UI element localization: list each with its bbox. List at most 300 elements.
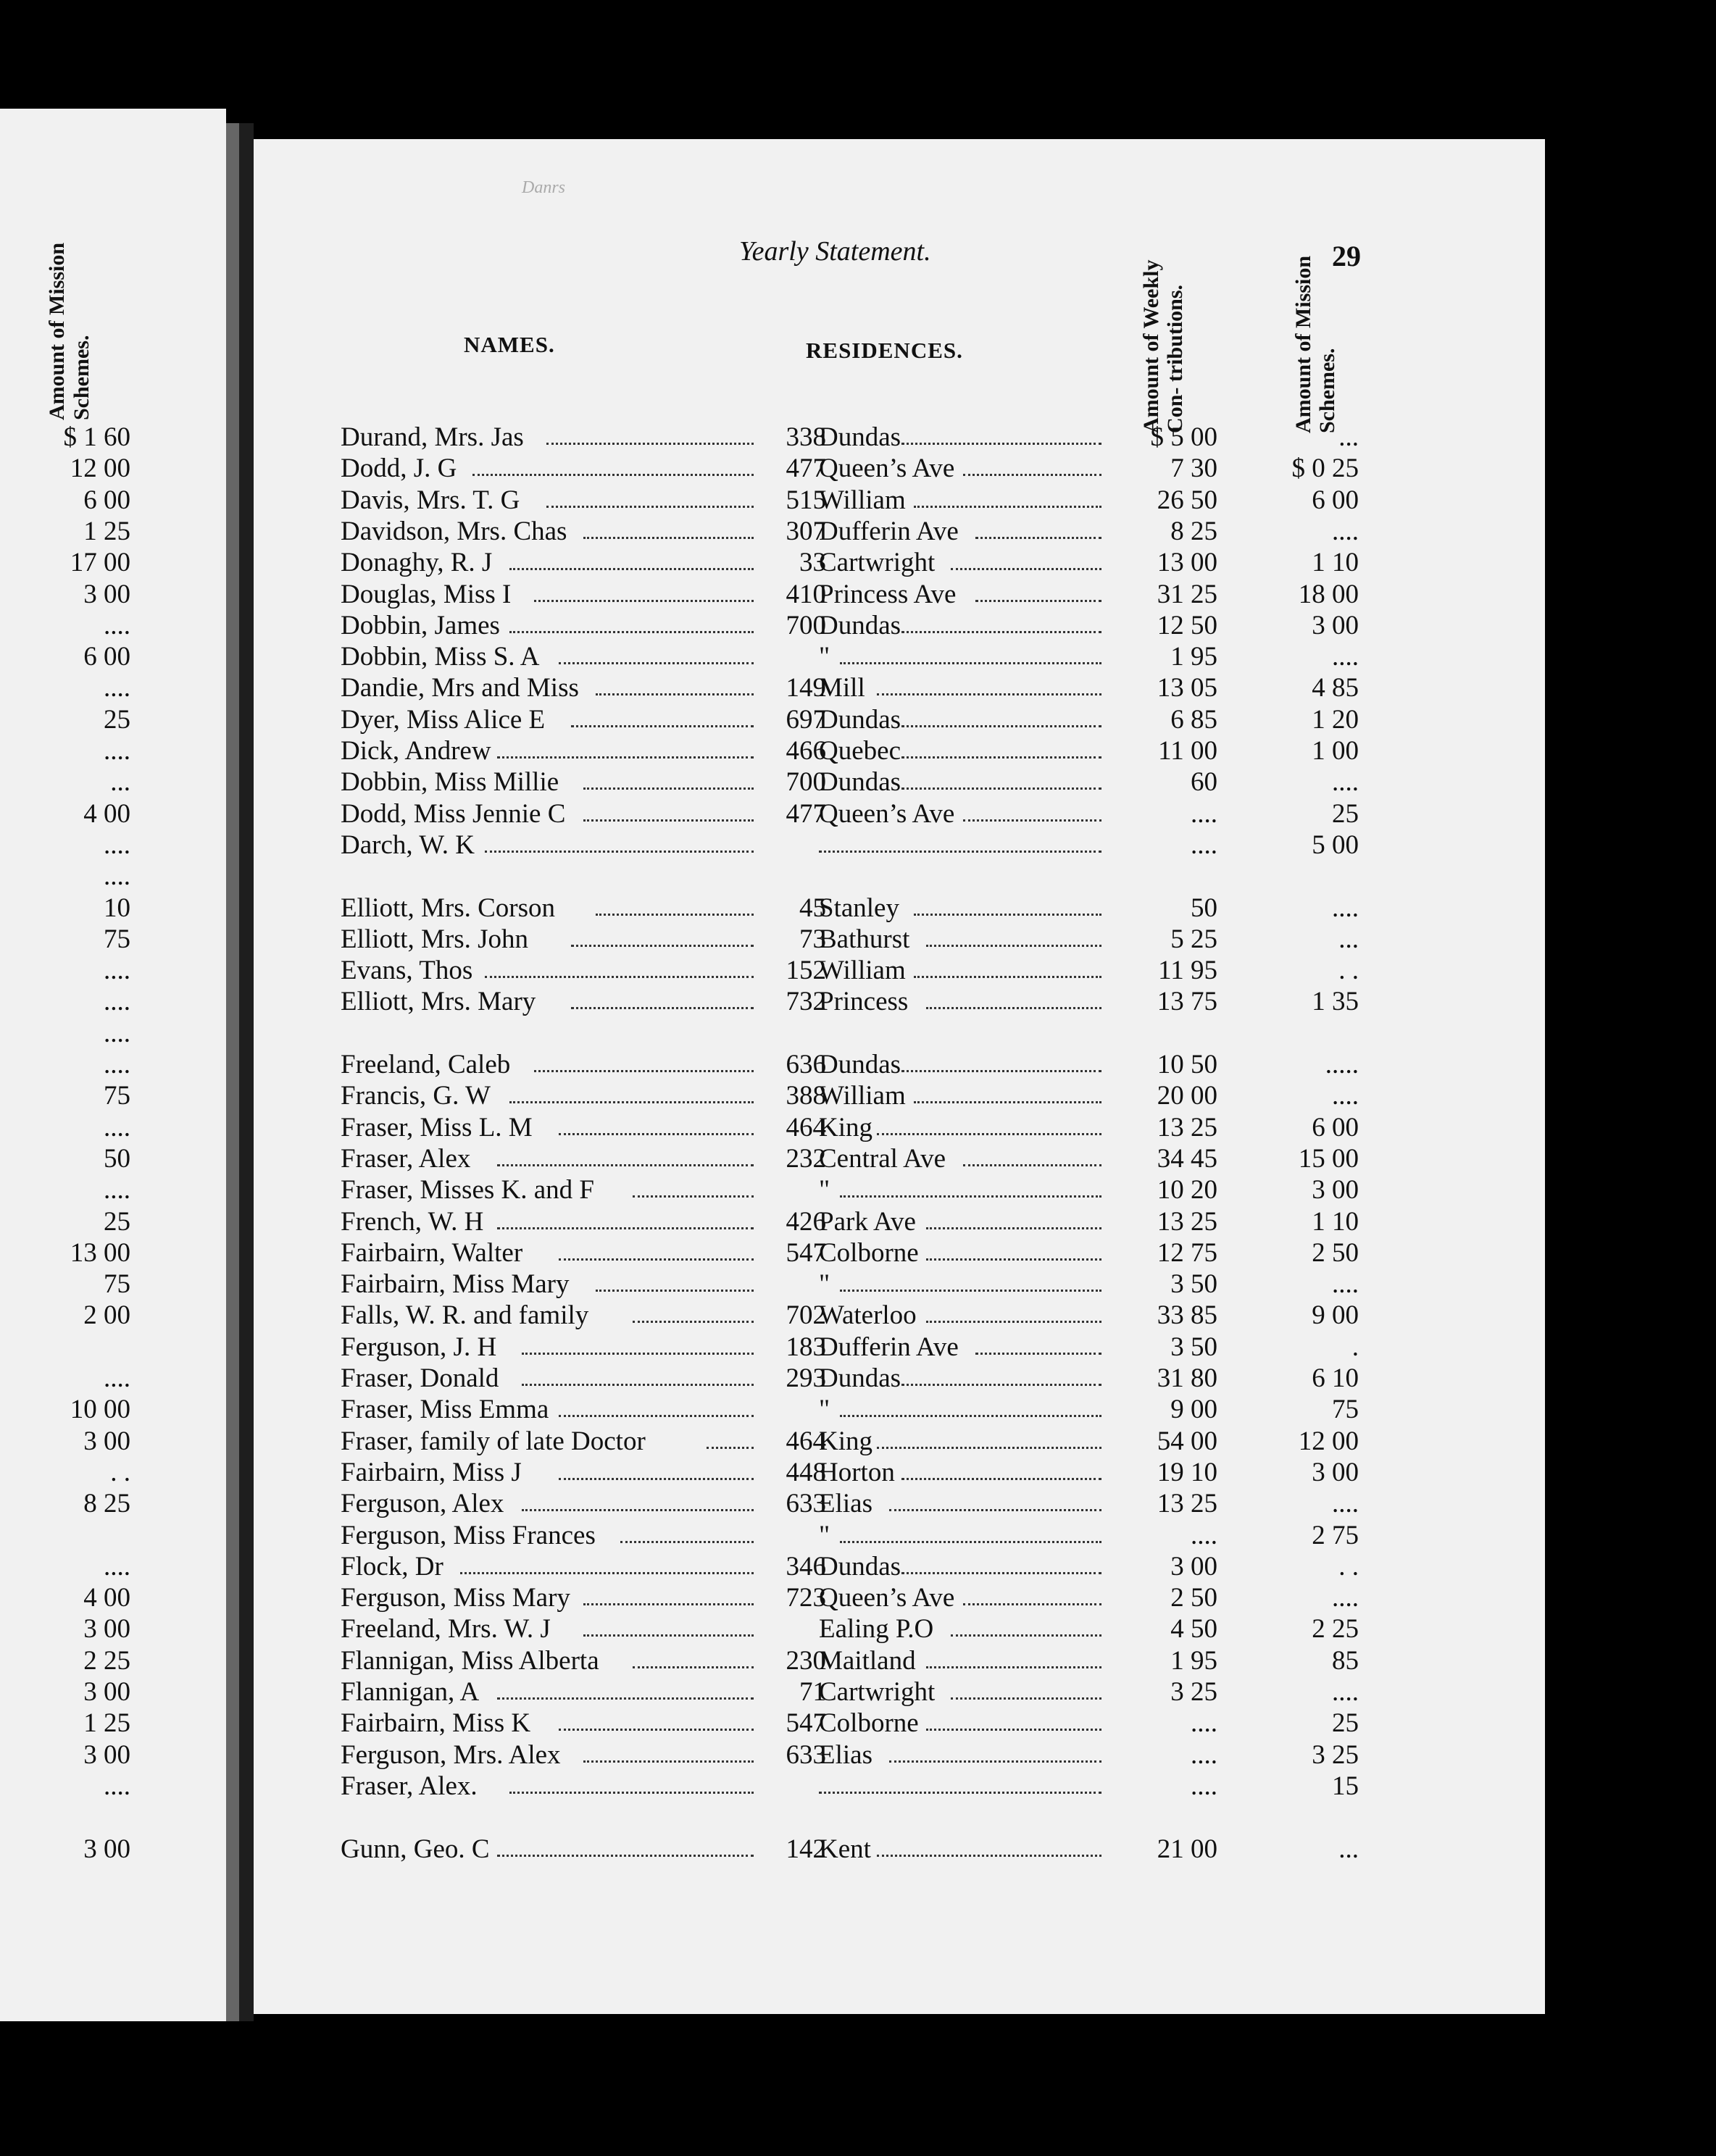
dot-leader (819, 1771, 1101, 1802)
left-mission-amount: .... (104, 610, 130, 640)
weekly-amount: 31 25 (1157, 579, 1217, 609)
weekly-amount: 10 50 (1157, 1050, 1217, 1079)
table-row (0, 924, 1716, 956)
mission-amount: ..... (1325, 1050, 1359, 1079)
mission-amount: 15 (1332, 1771, 1359, 1801)
contributor-name: Fraser, Misses K. and F (341, 1175, 595, 1206)
dot-leader (889, 1488, 1101, 1520)
street-name: Dundas (819, 1363, 901, 1393)
table-row (0, 1520, 1716, 1552)
left-mission-amount: 75 (104, 1269, 130, 1300)
dot-leader (460, 1551, 754, 1583)
street-name: Colborne (819, 1237, 919, 1268)
street-number: 142 (786, 1834, 826, 1864)
dot-leader (901, 1551, 1101, 1583)
street-name: William (819, 956, 906, 986)
dot-leader (596, 1269, 754, 1300)
street-name: Cartwright (819, 548, 936, 578)
street-name: King (819, 1426, 872, 1456)
table-row (0, 1206, 1716, 1238)
left-mission-amount: .... (104, 1112, 130, 1142)
weekly-amount: .... (1191, 1771, 1217, 1801)
weekly-amount: 3 25 (1170, 1677, 1217, 1707)
mission-amount: 85 (1332, 1645, 1359, 1676)
dot-leader (963, 1582, 1101, 1614)
street-name: Dundas (819, 610, 901, 640)
mission-amount: 25 (1332, 1708, 1359, 1739)
table-row (0, 1237, 1716, 1269)
street-number: 73 (799, 924, 826, 954)
left-mission-amount: 17 00 (70, 548, 130, 578)
street-number: 464 (786, 1426, 826, 1456)
dot-leader (926, 986, 1101, 1018)
street-number: 338 (786, 422, 826, 452)
contributor-name: Freeland, Caleb (341, 1050, 511, 1079)
mission-amount: 6 00 (1312, 1112, 1359, 1142)
left-mission-amount: .... (104, 1771, 130, 1801)
left-mission-amount: 50 (104, 1143, 130, 1174)
mission-amount: 5 00 (1312, 830, 1359, 860)
weekly-amount: 33 85 (1157, 1300, 1217, 1331)
contributor-name: Elliott, Mrs. John (341, 924, 529, 954)
mission-amount: 1 35 (1312, 987, 1359, 1017)
dot-leader (963, 1143, 1101, 1175)
left-mission-header: Amount of Mission Schemes. (45, 242, 93, 420)
mission-amount: ... (1338, 924, 1359, 954)
dot-leader (901, 735, 1101, 767)
left-mission-amount: . . (110, 1457, 130, 1487)
table-row (0, 610, 1716, 642)
street-number: 466 (786, 736, 826, 766)
street-name: William (819, 485, 906, 515)
contributor-name: Francis, G. W (341, 1081, 491, 1111)
dot-leader (559, 641, 754, 673)
contributor-name: Dobbin, Miss S. A (341, 642, 540, 672)
weekly-amount: 1 95 (1170, 1645, 1217, 1676)
street-number: 293 (786, 1363, 826, 1393)
table-row (0, 1363, 1716, 1395)
table-row (0, 1174, 1716, 1206)
table-row (0, 735, 1716, 767)
street-name: " (819, 1175, 830, 1206)
weekly-amount: 7 30 (1170, 454, 1217, 484)
dot-leader (472, 453, 754, 485)
street-name: Elias (819, 1489, 872, 1519)
street-name: Park Ave (819, 1206, 916, 1237)
weekly-amount: 13 25 (1157, 1489, 1217, 1519)
table-row (0, 641, 1716, 673)
contributor-name: Dick, Andrew (341, 736, 491, 766)
contributor-name: Fraser, Donald (341, 1363, 499, 1393)
contributor-name: Ferguson, J. H (341, 1332, 497, 1362)
dot-leader (522, 1363, 754, 1395)
dot-leader (497, 1676, 754, 1708)
mission-amount: 3 00 (1312, 1175, 1359, 1206)
dot-leader (534, 1049, 754, 1081)
dot-leader (596, 672, 754, 704)
dot-leader (901, 610, 1101, 642)
left-mission-amount: 10 00 (70, 1395, 130, 1425)
table-row (0, 798, 1716, 830)
left-mission-amount: 4 00 (83, 1583, 130, 1613)
street-name: Bathurst (819, 924, 910, 954)
weekly-amount: 54 00 (1157, 1426, 1217, 1456)
street-number: 732 (786, 987, 826, 1017)
dot-leader (963, 798, 1101, 830)
contributor-name: Ferguson, Mrs. Alex (341, 1739, 561, 1770)
dot-leader (583, 516, 754, 548)
dot-leader (951, 1676, 1101, 1708)
contributor-name: Falls, W. R. and family (341, 1300, 589, 1331)
left-mission-amount: .... (104, 673, 130, 703)
table-row (0, 893, 1716, 924)
contributor-name: Elliott, Mrs. Corson (341, 893, 556, 923)
street-number: 448 (786, 1457, 826, 1487)
contributor-name: Davis, Mrs. T. G (341, 485, 520, 515)
dot-leader (877, 672, 1101, 704)
street-name: Kent (819, 1834, 871, 1864)
dot-leader (926, 1300, 1101, 1332)
left-mission-amount: .... (104, 956, 130, 986)
dot-leader (926, 1206, 1101, 1238)
left-mission-amount: .... (104, 830, 130, 860)
weekly-amount: 13 75 (1157, 987, 1217, 1017)
table-row (0, 1300, 1716, 1332)
dot-leader (546, 422, 754, 454)
street-number: 547 (786, 1237, 826, 1268)
dot-leader (926, 1708, 1101, 1739)
dot-leader (534, 579, 754, 611)
dot-leader (583, 1613, 754, 1645)
weekly-amount: 34 45 (1157, 1143, 1217, 1174)
street-name: Dundas (819, 767, 901, 798)
weekly-amount: 31 80 (1157, 1363, 1217, 1393)
street-name: Quebec (819, 736, 901, 766)
dot-leader (901, 1363, 1101, 1395)
dot-leader (877, 1112, 1101, 1144)
mission-amount: 12 00 (1298, 1426, 1359, 1456)
table-row (0, 1645, 1716, 1677)
mission-amount: .... (1332, 1677, 1359, 1707)
contributor-name: Fairbairn, Miss K (341, 1708, 531, 1739)
mission-amount: 1 00 (1312, 736, 1359, 766)
mission-amount: 2 50 (1312, 1237, 1359, 1268)
dot-leader (546, 485, 754, 517)
dot-leader (926, 924, 1101, 956)
table-row (0, 986, 1716, 1018)
dot-leader (571, 704, 754, 736)
street-name: Dufferin Ave (819, 1332, 959, 1362)
left-mission-amount: .... (104, 736, 130, 766)
dot-leader (901, 1457, 1101, 1489)
street-name: Dundas (819, 1050, 901, 1079)
mission-amount: ... (1338, 1834, 1359, 1864)
mission-amount: . (1351, 1332, 1359, 1362)
table-row (0, 1739, 1716, 1771)
weekly-amount: 21 00 (1157, 1834, 1217, 1864)
street-number: 515 (786, 485, 826, 515)
table-row (0, 1269, 1716, 1300)
dot-leader (840, 1394, 1101, 1426)
dot-leader (571, 924, 754, 956)
dot-leader (901, 422, 1101, 454)
contributor-name: Dobbin, James (341, 610, 500, 640)
street-name: Waterloo (819, 1300, 917, 1331)
dot-leader (926, 1645, 1101, 1677)
table-row (0, 1332, 1716, 1363)
table-row (0, 861, 1716, 893)
mission-amount: 15 00 (1298, 1143, 1359, 1174)
street-number: 410 (786, 579, 826, 609)
dot-leader (509, 1080, 754, 1112)
table-row (0, 453, 1716, 485)
dot-leader (497, 1206, 754, 1238)
mission-amount: 1 20 (1312, 704, 1359, 735)
dot-leader (620, 1520, 754, 1552)
weekly-amount: 5 25 (1170, 924, 1217, 954)
weekly-amount: 4 50 (1170, 1614, 1217, 1645)
contributor-name: Fraser, Alex (341, 1143, 471, 1174)
street-number: 636 (786, 1050, 826, 1079)
dot-leader (975, 516, 1101, 548)
left-mission-amount: 75 (104, 924, 130, 954)
mission-amount: 4 85 (1312, 673, 1359, 703)
mission-schemes-header: Amount of Mission Schemes. (1291, 255, 1339, 433)
table-row (0, 1049, 1716, 1081)
names-header: NAMES. (464, 332, 555, 357)
left-mission-amount: .... (104, 861, 130, 892)
left-mission-amount: 1 25 (83, 1708, 130, 1739)
dot-leader (522, 1488, 754, 1520)
street-name: Stanley (819, 893, 899, 923)
left-mission-amount: 4 00 (83, 798, 130, 829)
street-name: Central Ave (819, 1143, 946, 1174)
dot-leader (914, 485, 1101, 517)
street-name: King (819, 1112, 872, 1142)
weekly-amount: 60 (1191, 767, 1217, 798)
contributor-name: Donaghy, R. J (341, 548, 493, 578)
weekly-amount: 26 50 (1157, 485, 1217, 515)
left-mission-amount: .... (104, 1363, 130, 1393)
contributor-name: Ferguson, Miss Mary (341, 1583, 570, 1613)
left-mission-amount: 13 00 (70, 1237, 130, 1268)
dot-leader (485, 955, 754, 987)
mission-amount: 9 00 (1312, 1300, 1359, 1331)
left-mission-amount: 8 25 (83, 1489, 130, 1519)
street-name: Maitland (819, 1645, 916, 1676)
dot-leader (497, 1143, 754, 1175)
contributor-name: Ferguson, Alex (341, 1489, 504, 1519)
street-name: Ealing P.O (819, 1614, 934, 1645)
contributor-name: Flannigan, Miss Alberta (341, 1645, 599, 1676)
weekly-amount: 10 20 (1157, 1175, 1217, 1206)
mission-amount: 1 10 (1312, 1206, 1359, 1237)
table-row (0, 1394, 1716, 1426)
street-number: 426 (786, 1206, 826, 1237)
contributor-name: Fraser, Miss L. M (341, 1112, 533, 1142)
dot-leader (975, 1332, 1101, 1363)
table-row (0, 485, 1716, 517)
table-row (0, 1457, 1716, 1489)
dot-leader (914, 1080, 1101, 1112)
street-name: Dufferin Ave (819, 516, 959, 546)
table-row (0, 1112, 1716, 1144)
left-mission-amount: 1 25 (83, 516, 130, 546)
left-mission-amount: 12 00 (70, 454, 130, 484)
weekly-amount: 3 50 (1170, 1332, 1217, 1362)
table-row (0, 1143, 1716, 1175)
mission-amount: 3 25 (1312, 1739, 1359, 1770)
street-number: 700 (786, 610, 826, 640)
weekly-amount: 3 50 (1170, 1269, 1217, 1300)
table-row (0, 1018, 1716, 1050)
left-mission-amount: .... (104, 1175, 130, 1206)
street-number: 723 (786, 1583, 826, 1613)
contributor-name: Dyer, Miss Alice E (341, 704, 546, 735)
contributor-name: Douglas, Miss I (341, 579, 512, 609)
weekly-amount: $ 5 00 (1150, 422, 1217, 452)
mission-amount: .... (1332, 1583, 1359, 1613)
dot-leader (583, 1739, 754, 1771)
street-name: Queen’s Ave (819, 454, 955, 484)
mission-amount: 3 00 (1312, 610, 1359, 640)
dot-leader (485, 830, 754, 861)
street-name: Queen’s Ave (819, 1583, 955, 1613)
left-mission-amount: ... (110, 767, 130, 798)
table-row (0, 1551, 1716, 1583)
street-number: 388 (786, 1081, 826, 1111)
mission-amount: . . (1338, 1551, 1359, 1582)
weekly-amount: 2 50 (1170, 1583, 1217, 1613)
weekly-amount: 13 25 (1157, 1112, 1217, 1142)
street-number: 183 (786, 1332, 826, 1362)
table-row (0, 766, 1716, 798)
weekly-amount: .... (1191, 1520, 1217, 1550)
residences-header: RESIDENCES. (806, 338, 963, 363)
dot-leader (559, 1457, 754, 1489)
table-row (0, 516, 1716, 548)
left-mission-amount: $ 1 60 (63, 422, 130, 452)
dot-leader (840, 1269, 1101, 1300)
dot-leader (559, 1708, 754, 1739)
dot-leader (509, 547, 754, 579)
street-name: " (819, 1269, 830, 1300)
left-mission-amount: .... (104, 987, 130, 1017)
table-row (0, 1582, 1716, 1614)
contributor-name: Freeland, Mrs. W. J (341, 1614, 551, 1645)
left-mission-amount: 3 00 (83, 1834, 130, 1864)
table-row (0, 830, 1716, 861)
contributor-name: Darch, W. K (341, 830, 475, 860)
dot-leader (509, 1771, 754, 1802)
weekly-amount: .... (1191, 798, 1217, 829)
weekly-amount: 13 05 (1157, 673, 1217, 703)
contributor-name: Fairbairn, Miss J (341, 1457, 522, 1487)
dot-leader (914, 955, 1101, 987)
street-name: Mill (819, 673, 865, 703)
contributor-name: Dandie, Mrs and Miss (341, 673, 579, 703)
street-name: Dundas (819, 704, 901, 735)
contributor-name: Evans, Thos (341, 956, 473, 986)
mission-amount: ... (1338, 422, 1359, 452)
page-title: Yearly Statement. (739, 236, 931, 267)
left-mission-amount: 3 00 (83, 1426, 130, 1456)
contributor-name: Dobbin, Miss Millie (341, 767, 559, 798)
dot-leader (571, 986, 754, 1018)
dot-leader (877, 1834, 1101, 1865)
mission-amount: .... (1332, 642, 1359, 672)
contributor-name: Elliott, Mrs. Mary (341, 987, 536, 1017)
weekly-amount: 12 50 (1157, 610, 1217, 640)
dot-leader (840, 1174, 1101, 1206)
street-number: 477 (786, 798, 826, 829)
left-mission-amount: .... (104, 1018, 130, 1048)
weekly-amount: 13 00 (1157, 548, 1217, 578)
contributor-name: Dodd, J. G (341, 454, 457, 484)
contributor-name: Ferguson, Miss Frances (341, 1520, 596, 1550)
street-name: William (819, 1081, 906, 1111)
dot-leader (497, 1834, 754, 1865)
street-number: 346 (786, 1551, 826, 1582)
table-row (0, 1771, 1716, 1802)
table-row (0, 1802, 1716, 1834)
street-number: 464 (786, 1112, 826, 1142)
pencil-note: Danrs (522, 178, 566, 197)
weekly-amount: 20 00 (1157, 1081, 1217, 1111)
dot-leader (583, 1582, 754, 1614)
street-name: Horton (819, 1457, 895, 1487)
table-row (0, 1613, 1716, 1645)
dot-leader (901, 1049, 1101, 1081)
street-number: 45 (799, 893, 826, 923)
dot-leader (951, 1613, 1101, 1645)
left-mission-amount: 2 00 (83, 1300, 130, 1331)
dot-leader (633, 1645, 754, 1677)
page-number: 29 (1332, 240, 1361, 272)
dot-leader (559, 1394, 754, 1426)
mission-amount: 25 (1332, 798, 1359, 829)
dot-leader (901, 704, 1101, 736)
dot-leader (951, 547, 1101, 579)
left-mission-amount: .... (104, 1050, 130, 1079)
street-number: 152 (786, 956, 826, 986)
weekly-amount: 6 85 (1170, 704, 1217, 735)
street-name: Queen’s Ave (819, 798, 955, 829)
contributor-name: Fairbairn, Miss Mary (341, 1269, 570, 1300)
contributor-name: Fraser, family of late Doctor (341, 1426, 646, 1456)
mission-amount: 6 00 (1312, 485, 1359, 515)
street-number: 230 (786, 1645, 826, 1676)
mission-amount: 1 10 (1312, 548, 1359, 578)
dot-leader (497, 735, 754, 767)
street-number: 307 (786, 516, 826, 546)
mission-amount: 3 00 (1312, 1457, 1359, 1487)
table-row (0, 1080, 1716, 1112)
dot-leader (522, 1332, 754, 1363)
weekly-amount: 12 75 (1157, 1237, 1217, 1268)
mission-amount: .... (1332, 1081, 1359, 1111)
left-mission-amount: 25 (104, 1206, 130, 1237)
weekly-amount: 11 95 (1158, 956, 1217, 986)
left-mission-amount: 3 00 (83, 1614, 130, 1645)
dot-leader (877, 1426, 1101, 1458)
dot-leader (840, 1520, 1101, 1552)
left-mission-amount: 3 00 (83, 579, 130, 609)
dot-leader (633, 1300, 754, 1332)
left-mission-amount: 6 00 (83, 485, 130, 515)
weekly-amount: 11 00 (1158, 736, 1217, 766)
street-number: 33 (799, 548, 826, 578)
